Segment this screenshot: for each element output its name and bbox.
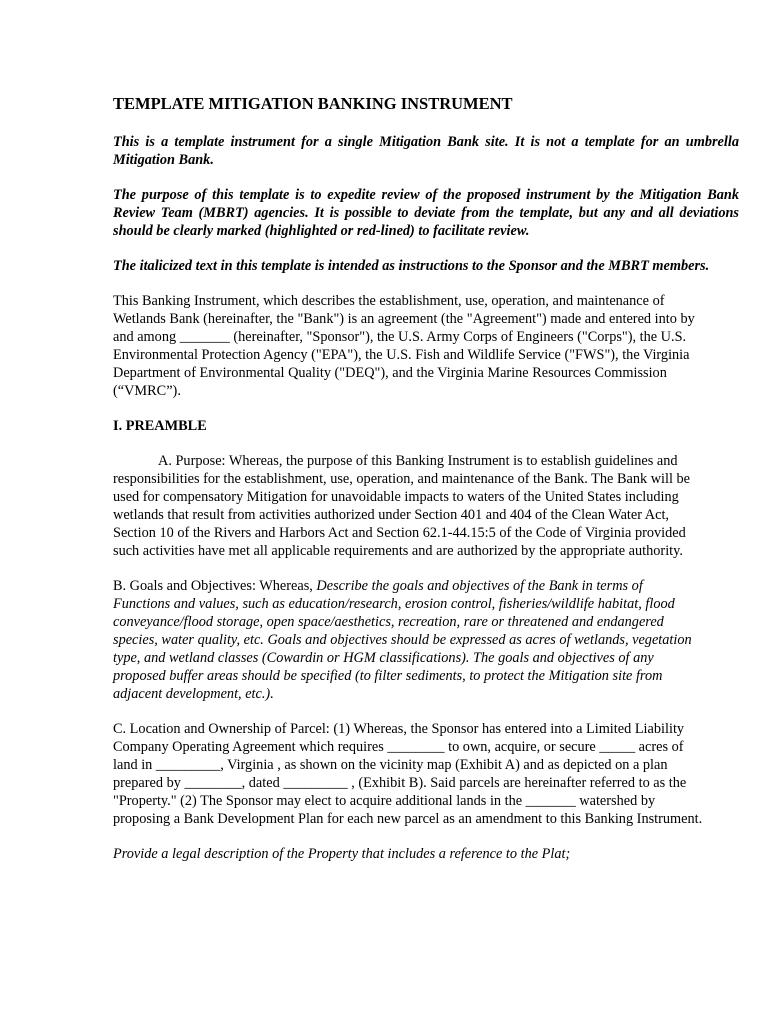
agreement-line: This Banking Instrument, which describes the establishment, use, operation, and maintenance of	[113, 293, 665, 309]
purpose-paragraph	[113, 452, 739, 560]
section-heading-preamble: I. PREAMBLE	[113, 418, 207, 434]
purpose-line: Section 10 of the Rivers and Harbors Act and Section 62.1-44.15:5 of the Code of Virginia provided	[113, 525, 686, 541]
agreement-line: Department of Environmental Quality ("DEQ"), and the Virginia Marine Resources Commission	[113, 365, 667, 381]
purpose-line: responsibilities for the establishment, use, operation, and maintenance of the Bank. The Bank will be	[113, 471, 691, 487]
purpose-line: such activities have met all applicable requirements and are authorized by the appropriate authority.	[113, 543, 683, 559]
goals-paragraph	[113, 577, 739, 703]
goals-lead: B. Goals and Objectives: Whereas,	[113, 578, 317, 594]
agreement-line: and among _______ (hereinafter, "Sponsor"), the U.S. Army Corps of Engineers ("Corps"), the U.S.	[113, 329, 687, 345]
purpose-note: The purpose of this template is to expedite review of the proposed instrument by the Mitigation Bank Review Team (MBRT) agencies. It is possible to deviate from the template, but any and all deviations should be clearly marked (highlighted or red-lined) to facilitate review.	[113, 187, 739, 239]
agreement-line: Wetlands Bank (hereinafter, the "Bank") is an agreement (the "Agreement") made and entered into by	[113, 311, 695, 327]
goals-line: conveyance/flood storage, open space/aesthetics, recreation, rare or threatened and endangered	[113, 614, 664, 630]
document-title: TEMPLATE MITIGATION BANKING INSTRUMENT	[113, 94, 513, 113]
intro-note: This is a template instrument for a single Mitigation Bank site. It is not a template for an umbrella Mitigation Bank.	[113, 134, 739, 168]
location-line: proposing a Bank Development Plan for each new parcel as an amendment to this Banking Instrument.	[113, 811, 703, 827]
document-page	[113, 94, 739, 880]
agreement-line: Environmental Protection Agency ("EPA"), the U.S. Fish and Wildlife Service ("FWS"), the Virginia	[113, 347, 690, 363]
location-line: prepared by ________, dated _________ , (Exhibit B). Said parcels are hereinafter referred to as the	[113, 775, 687, 791]
purpose-line: wetlands that result from activities authorized under Section 401 and 404 of the Clean Water Act,	[113, 507, 670, 523]
goals-line: Functions and values, such as education/research, erosion control, fisheries/wildlife habitat, flood	[113, 596, 675, 612]
goals-first-line	[113, 577, 739, 595]
location-line: "Property." (2) The Sponsor may elect to acquire additional lands in the _______ watershed by	[113, 793, 656, 809]
goals-line: adjacent development, etc.).	[113, 686, 274, 702]
location-line: C. Location and Ownership of Parcel: (1) Whereas, the Sponsor has entered into a Limited Liability	[113, 721, 685, 737]
legal-description-instruction: Provide a legal description of the Property that includes a reference to the Plat;	[113, 846, 571, 862]
agreement-line: (“VMRC”).	[113, 383, 181, 399]
agreement-paragraph	[113, 292, 739, 400]
purpose-line: used for compensatory Mitigation for unavoidable impacts to waters of the United States including	[113, 489, 679, 505]
goals-line: species, water quality, etc. Goals and objectives should be expressed as acres of wetlands, vegetation	[113, 632, 692, 648]
purpose-line: A. Purpose: Whereas, the purpose of this Banking Instrument is to establish guidelines and	[158, 453, 678, 469]
goals-line: proposed buffer areas should be specified (to filter sediments, to protect the Mitigation site from	[113, 668, 663, 684]
location-paragraph	[113, 720, 739, 828]
italic-instructions-note: The italicized text in this template is intended as instructions to the Sponsor and the MBRT members.	[113, 258, 710, 274]
goals-instruction: Describe the goals and objectives of the Bank in terms of	[316, 578, 643, 594]
location-line: Company Operating Agreement which requires ________ to own, acquire, or secure _____ acres of	[113, 739, 684, 755]
location-line: land in _________, Virginia , as shown on the vicinity map (Exhibit A) and as depicted on a plan	[113, 757, 668, 773]
goals-line: type, and wetland classes (Cowardin or HGM classifications). The goals and objectives of any	[113, 650, 654, 666]
